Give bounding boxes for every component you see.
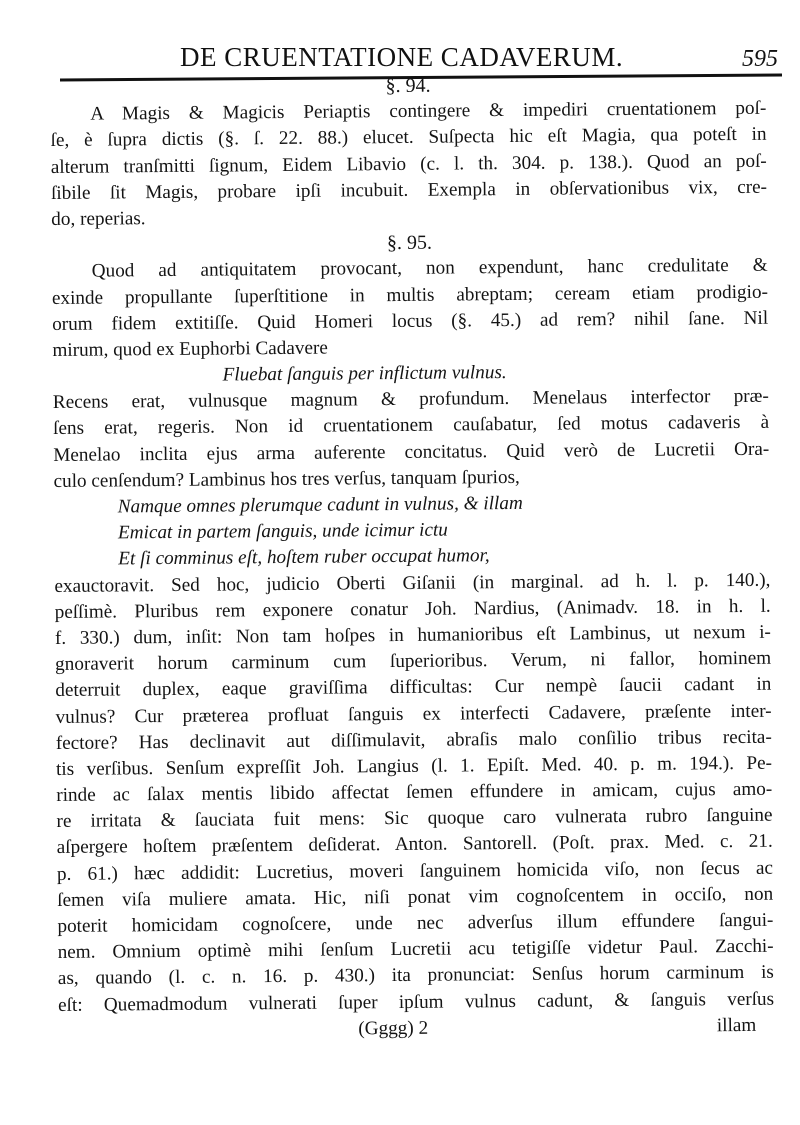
text-line: Menelao inclita ejus arma auferente concitatus. Quid verò de Lucretii Ora- [53,438,770,466]
text-line: rinde ac ſalax mentis libido affectat ſemen effundere in amicam, cujus amo- [56,778,773,807]
section-heading: §. 95. [386,231,433,255]
section-heading: §. 94. [385,74,431,98]
text-line: ſe, è ſupra dictis (§. ſ. 22. 88.) elucet. Suſpecta hic eſt Magia, qua poteſt in [50,124,767,152]
verse-line: Namque omnes plerumque cadunt in vulnus, & illam [117,492,523,518]
running-title: DE CRUENTATIONE CADAVERUM. [180,42,624,72]
text-line: mirum, quod ex Euphorbi Cadavere [52,337,328,361]
text-line: eſt: Quemadmodum vulnerati ſuper ipſum vulnus cadunt, & ſanguis verſus [58,988,775,1016]
page-footer [58,1012,774,1044]
text-line: vulnus? Cur præterea profluat ſanguis ex interfecti Cadavere, præſente inter- [55,700,772,728]
page-number: 595 [742,46,778,72]
text-line: aſpergere hoſtem præſentem deſiderat. Anton. Santorell. (Poſt. prax. Med. c. 21. [56,831,773,859]
text-line: tis verſibus. Senſum expreſſit Joh. Langius (l. 1. Epiſt. Med. 40. p. m. 194.). Pe- [55,752,773,780]
catchword: illam [716,1014,757,1036]
signature-mark: (Gggg) 2 [358,1017,429,1040]
text-line: gnoraverit horum carminum cum ſuperioribus. Verum, ni fallor, hominem [55,647,772,676]
verse-line: Et ſi comminus eſt, hoſtem ruber occupat humor, [118,545,490,570]
text-line: f. 330.) dum, inſit: Non tam hoſpes in humanioribus eſt Lambinus, ut nexum i- [54,621,771,649]
verse-line: Fluebat ſanguis per inflictum vulnus. [222,362,507,386]
text-line: Quod ad antiquitatem provocant, non expendunt, hanc credulitate & [91,255,768,282]
text-line: fectore? Has declinavit aut diſſimulavit, abraſis malo conſilio tribus recita- [55,726,772,754]
text-line: A Magis & Magicis Periaptis contingere & impediri cruentationem poſ- [90,97,767,125]
text-line: Recens erat, vulnusque magnum & profundum. Menelaus interfector præ- [52,385,769,414]
text-line: p. 61.) hæc addidit: Lucretius, moveri ſanguinem homicida viſo, non ſecus ac [56,857,774,885]
text-line: alterum tranſmitti ſignum, Eidem Libavio (c. l. th. 304. p. 138.). Quod an poſ- [50,150,767,178]
verse-line: Emicat in partem ſanguis, unde icimur ictu [117,519,448,544]
text-line: as, quando (l. c. n. 16. p. 430.) ita pronunciat: Senſus horum carminum is [57,962,774,990]
text-line: poterit homicidam cognoſcere, unde nec adverſus illum effundere ſangui- [57,909,774,937]
text-line: peſſimè. Pluribus rem exponere conatur Joh. Nardius, (Animadv. 18. in h. l. [54,595,771,623]
text-line: exinde propullante ſuperſtitione in multis abreptam; ceream etiam prodigio- [51,281,769,309]
text-line: deterruit duplex, eaque graviſſima difficultas: Cur nempè ſaucii cadant in [55,674,772,702]
text-line: do, reperias. [51,208,146,230]
text-line: exauctoravit. Sed hoc, judicio Oberti Giſanii (in marginal. ad h. l. p. 140.), [54,569,771,597]
text-line: nem. Omnium optimè mihi ſenſum Lucretii acu tetigiſſe videtur Paul. Zacchi- [57,935,774,964]
text-line: re irritata & ſauciata fuit mens: Sic quoque caro vulnerata rubro ſanguine [56,804,773,833]
text-line: ſemen viſa muliere amata. Hic, niſi ponat vim cognoſcentem in occiſo, non [57,883,774,911]
text-line: ſibile ſit Magis, probare ipſi incubuit. Exempla in obſervationibus vix, cre- [50,176,768,204]
text-line: ſens erat, regeris. Non id cruentationem cauſabatur, ſed motus cadaveris à [52,412,770,440]
body-text [50,70,774,1045]
text-line: culo cenſendum? Lambinus hos tres verſus, tanquam ſpurios, [53,466,520,492]
text-line: orum fidem extitiſſe. Quid Homeri locus (§. 45.) ad rem? nihil ſane. Nil [52,307,769,335]
